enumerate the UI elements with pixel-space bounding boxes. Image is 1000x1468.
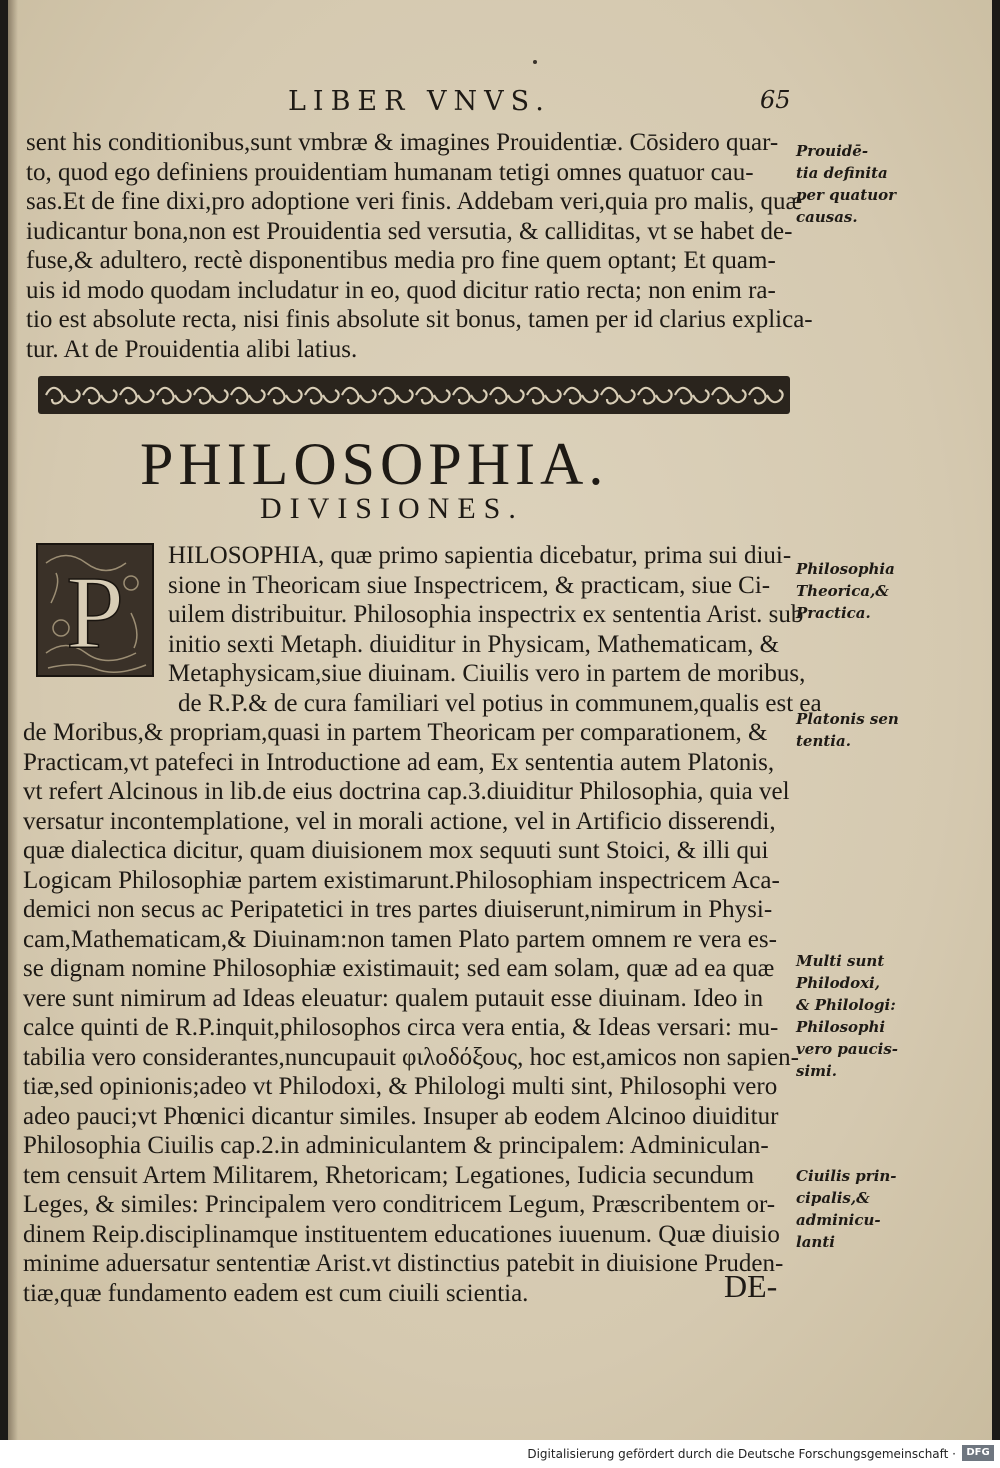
text-line: tur. At de Prouidentia alibi latius. — [26, 335, 358, 363]
digitization-footer — [0, 1440, 1000, 1468]
book-page — [8, 0, 992, 1440]
margin-note-line: adminicu- — [796, 1211, 881, 1229]
margin-note-line: Philosophi — [796, 1018, 886, 1036]
margin-note-philodoxi — [796, 950, 898, 1082]
text-line: sione in Theoricam siue Inspectricem, & practicam, siue Ci- — [168, 571, 771, 599]
margin-note-line: Platonis sen — [796, 710, 899, 728]
text-line: versatur incontemplatione, vel in morali actione, vel in Artificio disserendi, — [23, 807, 776, 835]
text-line: minime aduersatur sententiæ Arist.vt distinctius patebit in diuisione Pruden- — [23, 1250, 784, 1277]
catchword: DE- — [724, 1268, 778, 1304]
margin-note-line: tentia. — [796, 732, 851, 750]
text-line: cam,Mathematicam,& Diuinam:non tamen Plato partem omnem re vera es- — [23, 925, 777, 953]
margin-note-platonis — [796, 708, 899, 752]
margin-note-line: Ciuilis prin- — [796, 1167, 897, 1185]
margin-note-line: vero paucis- — [796, 1040, 899, 1058]
dfg-logo: DFG — [962, 1445, 994, 1461]
margin-note-prouidentia — [796, 140, 896, 228]
text-line: fuse,& adultero, rectè disponentibus media pro fine quem optant; Et quam- — [26, 247, 776, 274]
margin-note-line: Prouidē- — [796, 142, 869, 160]
text-line: Logicam Philosophiæ partem existimarunt.Philosophiam inspectricem Aca- — [23, 866, 780, 894]
margin-note-line: Multi sunt — [796, 952, 885, 970]
margin-note-line: Philosophia — [796, 560, 895, 578]
text-line: dinem Reip.disciplinamque instituentem educationes iuuenum. Quæ diuisio — [23, 1220, 780, 1248]
margin-note-line: & Philologi: — [796, 996, 896, 1014]
text-line: HILOSOPHIA, quæ primo sapientia dicebatur, prima sui diui- — [168, 542, 792, 569]
margin-note-line: lanti — [796, 1233, 835, 1251]
margin-note-line: Practica. — [796, 604, 871, 622]
print-mark — [533, 60, 537, 64]
margin-note-line: Philodoxi, — [796, 974, 880, 992]
text-line: tio est absolute recta, nisi finis absolute sit bonus, tamen per id clarius explica- — [26, 306, 813, 333]
text-line: Practicam,vt patefeci in Introductione ad eam, Ex sententia autem Platonis, — [23, 748, 775, 776]
text-line: quæ dialectica dicitur, quam diuisionem mox sequuti sunt Stoici, & illi qui — [23, 837, 769, 864]
margin-note-line: causas. — [796, 208, 858, 226]
text-line: tiæ,sed opinionis;adeo vt Philodoxi, & Philologi multi sint, Philosophi vero — [23, 1073, 778, 1100]
text-line: vt refert Alcinous in lib.de eius doctrina cap.3.diuiditur Philosophia, quia vel — [23, 778, 790, 805]
text-line: Philosophia Ciuilis cap.2.in adminiculantem & principalem: Adminiculan- — [23, 1132, 769, 1159]
section-subtitle: DIVISIONES. — [260, 492, 524, 525]
section-title: PHILOSOPHIA. — [140, 431, 609, 497]
text-block-philosophia — [23, 541, 822, 1308]
page-number: 65 — [760, 86, 791, 114]
text-line: se dignam nomine Philosophiæ existimauit; sed eam solam, quæ ad ea quæ — [23, 955, 775, 982]
text-line: iudicantur bona,non est Prouidentia sed versutia, & calliditas, vt se habet de- — [26, 217, 793, 245]
margin-note-philosophia — [796, 558, 895, 624]
margin-note-line: tia definita — [796, 164, 888, 182]
text-line: sent his conditionibus,sunt vmbræ & imagines Prouidentiæ. Cōsidero quar- — [26, 129, 779, 156]
funding-notice: Digitalisierung gefördert durch die Deutsche Forschungsgemeinschaft · — [527, 1447, 956, 1461]
margin-note-line: Theorica,& — [796, 582, 889, 600]
text-line: uilem distribuitur. Philosophia inspectrix ex sententia Arist. sub — [168, 601, 804, 628]
text-line: sas.Et de fine dixi,pro adoptione veri finis. Addebam veri,quia pro malis, quæ — [26, 188, 803, 215]
text-line: de R.P.& de cura familiari vel potius in communem,qualis est ea — [178, 689, 822, 717]
text-line: tiæ,quæ fundamento eadem est cum ciuili scientia. — [23, 1279, 529, 1307]
svg-text:P: P — [66, 555, 124, 670]
running-head: LIBER VNVS. — [288, 86, 551, 117]
text-line: calce quinti de R.P.inquit,philosophos circa vera entia, & Ideas versari: mu- — [23, 1014, 779, 1041]
text-line: demici non secus ac Peripatetici in tres partes diuiserunt,nimirum in Physi- — [23, 896, 773, 923]
text-line: Leges, & similes: Principalem vero conditricem Legum, Præscribentem or- — [23, 1191, 776, 1218]
margin-note-line: per quatuor — [796, 186, 897, 204]
text-line: tem censuit Artem Militarem, Rhetoricam; Legationes, Iudicia secundum — [23, 1161, 755, 1189]
text-line: tabilia vero considerantes,nuncupauit φιλοδόξους, hoc est,amicos non sapien- — [23, 1043, 799, 1071]
text-line: adeo pauci;vt Phœnici dicantur similes. Insuper ab eodem Alcinoo diuiditur — [23, 1102, 779, 1130]
text-line: de Moribus,& propriam,quasi in partem Theoricam per comparationem, & — [23, 719, 768, 746]
ornamental-border — [38, 372, 790, 418]
page-gutter-shadow — [8, 0, 18, 1440]
margin-note-line: cipalis,& — [796, 1189, 870, 1207]
margin-note-line: simi. — [796, 1062, 837, 1080]
margin-note-ciuilis — [796, 1165, 897, 1253]
text-line: vere sunt nimirum ad Ideas eleuatur: qualem putauit esse diuinam. Ideo in — [23, 984, 764, 1012]
text-line: to, quod ego definiens prouidentiam humanam tetigi omnes quatuor cau- — [26, 158, 754, 186]
text-line: Metaphysicam,siue diuinam. Ciuilis vero in partem de moribus, — [168, 660, 806, 687]
text-line: uis id modo quodam includatur in eo, quod dicitur ratio recta; non enim ra- — [26, 276, 776, 304]
text-block-prouidentia — [26, 128, 813, 364]
text-line: initio sexti Metaph. diuiditur in Physicam, Mathematicam, & — [168, 630, 780, 658]
